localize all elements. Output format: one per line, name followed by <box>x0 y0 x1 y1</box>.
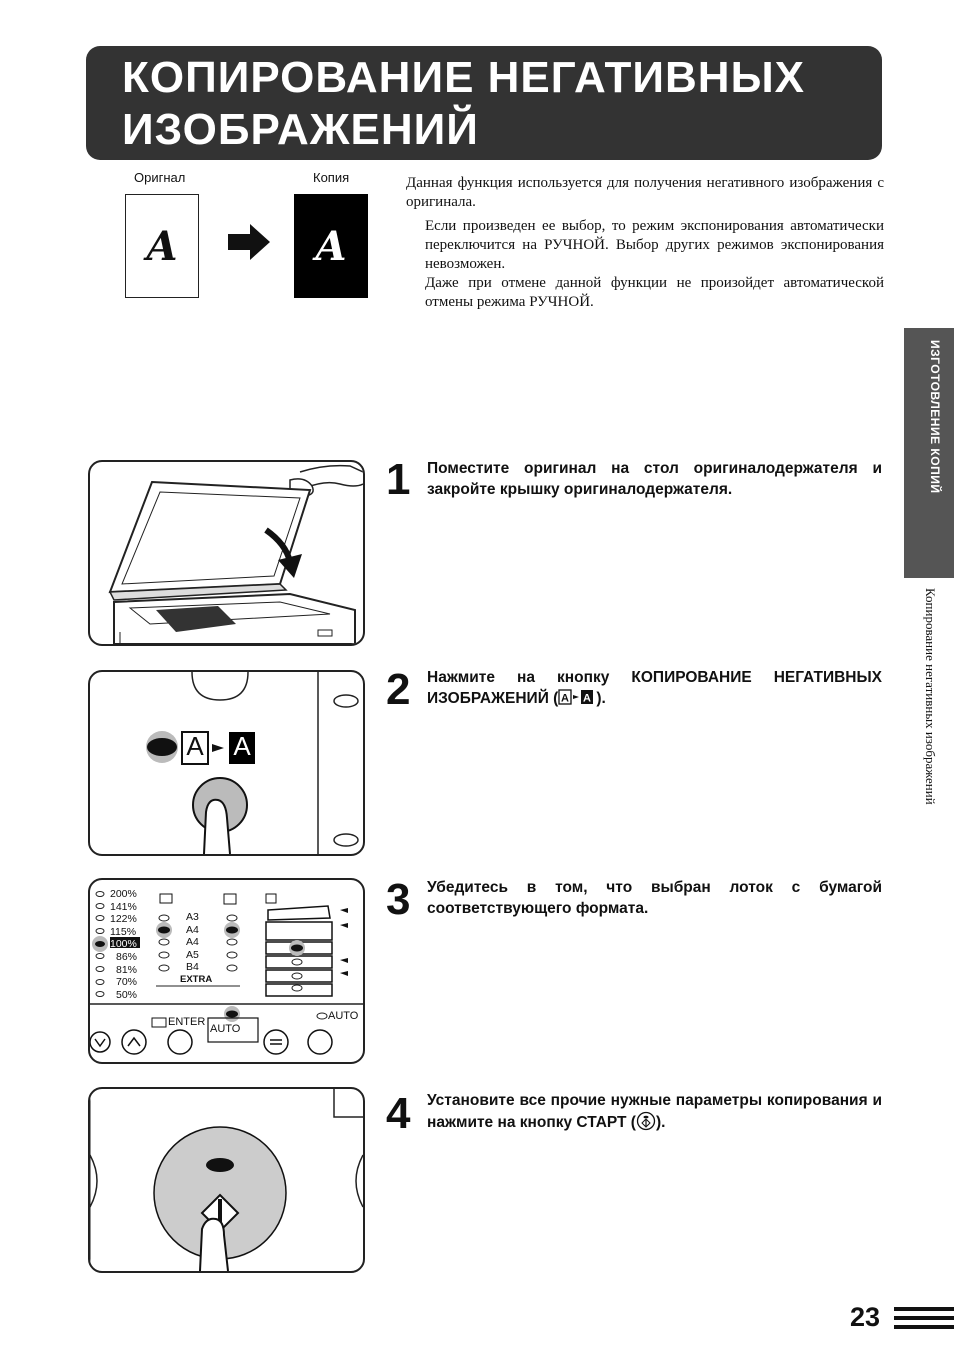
auto-label: AUTO <box>210 1023 241 1035</box>
intro-paragraph-2: Если произведен ее выбор, то режим экспонирования автоматически переключится на РУЧНОЙ. Выбор других режимов экспонирования невозможен. <box>425 218 884 272</box>
ratio-item-selected: 100% <box>110 938 137 951</box>
right-arrow-icon <box>226 222 272 262</box>
copy-glyph: A <box>315 222 347 270</box>
step1-text: Поместите оригинал на стол оригиналодержателя и закройте крышку оригиналодержателя. <box>427 460 882 498</box>
ratio-item: 86% <box>116 950 138 963</box>
section-side-caption: Копирование негативных изображений <box>923 588 938 805</box>
step3-text: Убедитесь в том, что выбран лоток с бумагой соответствующего формата. <box>427 879 882 917</box>
step4-illustration <box>88 1087 365 1273</box>
paper-trays <box>266 906 348 996</box>
positive-a-glyph: A <box>186 731 204 761</box>
size-item: B4 <box>186 961 199 974</box>
step2-text-end: ). <box>596 690 606 707</box>
ratio-item: 115% <box>110 925 137 938</box>
copier-lid-illustration <box>90 462 363 644</box>
ratio-item: 50% <box>116 988 138 1001</box>
intro-paragraph-1: Данная функция используется для получения негативного изображения с оригинала. <box>406 175 884 210</box>
step2-illustration <box>88 670 365 856</box>
copy-label: Копия <box>313 170 350 185</box>
step4-text-start: Установите все прочие нужные параметры копирования и нажмите на кнопку СТАРТ ( <box>427 1092 882 1131</box>
size-item: A4 <box>186 923 199 936</box>
original-label: Оригнал <box>134 170 186 185</box>
step3-number: 3 <box>386 875 411 924</box>
step1-number: 1 <box>386 455 411 504</box>
step1-illustration <box>88 460 365 646</box>
section-side-tab <box>904 328 954 578</box>
size-item: A3 <box>186 911 199 923</box>
title-line-1: КОПИРОВАНИЕ НЕГАТИВНЫХ <box>122 53 806 102</box>
ratio-item: 81% <box>116 963 138 976</box>
negative-button-panel <box>90 672 363 854</box>
ratio-list <box>110 888 137 1001</box>
negative-a-glyph: A <box>233 731 251 761</box>
auto-right-label: AUTO <box>328 1010 359 1022</box>
step2-text-start: Нажмите на кнопку КОПИРОВАНИЕ НЕГАТИВНЫХ ИЗОБРАЖЕНИЙ ( <box>427 669 882 707</box>
svg-text:A: A <box>583 692 592 705</box>
start-button-icon <box>636 1111 656 1137</box>
original-glyph: A <box>146 222 178 270</box>
page-title <box>122 52 805 156</box>
step2-number: 2 <box>386 665 411 714</box>
ratio-item: 70% <box>116 976 138 989</box>
svg-text:A: A <box>561 692 570 705</box>
size-item: A4 <box>186 936 199 949</box>
negative-button-icon <box>558 689 596 711</box>
size-item: A5 <box>186 948 199 961</box>
section-tab-label: ИЗГОТОВЛЕНИЕ КОПИЙ <box>928 340 942 494</box>
intro-text <box>406 174 884 312</box>
title-line-2: ИЗОБРАЖЕНИЙ <box>122 105 479 154</box>
intro-paragraph-3: Даже при отмене данной функции не произойдет автоматической отмены режима РУЧНОЙ. <box>425 275 884 310</box>
ratio-indicators <box>92 892 108 997</box>
step2-text <box>427 667 882 711</box>
negative-copy-card <box>294 194 368 298</box>
step3-illustration <box>88 878 365 1064</box>
step4-text-end: ). <box>655 1114 666 1131</box>
original-card <box>125 194 199 298</box>
enter-label: ENTER <box>168 1016 206 1028</box>
step4-text <box>427 1090 882 1137</box>
ratio-item: 122% <box>110 913 137 926</box>
ratio-item: 141% <box>110 900 137 913</box>
size-extra: EXTRA <box>180 974 213 985</box>
start-button-panel <box>90 1089 363 1271</box>
ratio-item: 200% <box>110 888 137 900</box>
title-banner <box>86 46 882 160</box>
page-number: 23 <box>850 1302 881 1332</box>
page-marker-lines <box>894 1306 954 1330</box>
step4-number: 4 <box>386 1089 411 1138</box>
size-list <box>186 911 199 974</box>
